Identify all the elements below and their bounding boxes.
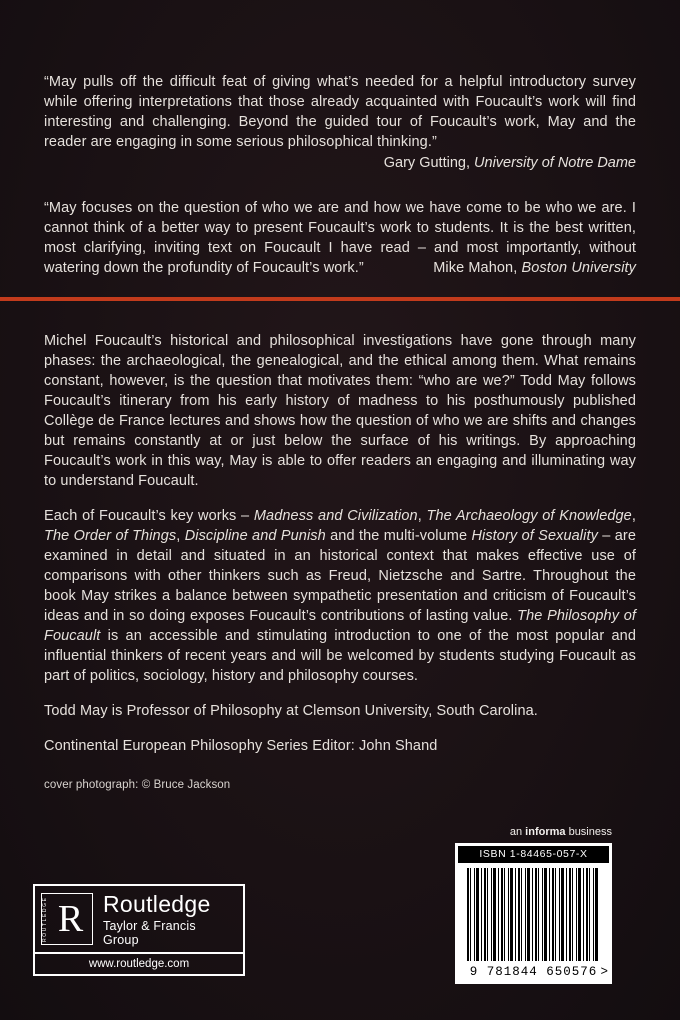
- publisher-logo-block: [33, 884, 245, 976]
- isbn-number-strip: ISBN 1-84465-057-X: [458, 846, 609, 863]
- review-quotes-section: [44, 72, 636, 302]
- description-paragraph-2: Each of Foucault’s key works – Madness and Civilization, The Archaeology of Knowledge, The Order of Things, Discipline and Punish and the multi-volume History of Sexuality – are examined in detail and situated in an historical context that makes effective use of comparisons with other thinkers such as Freud, Nietzsche and Sartre. Throughout the book May strikes a balance between sympathetic presentation and criticism of Foucault’s ideas and in so doing exposes Foucault’s contributions of lasting value. The Philosophy of Foucault is an accessible and stimulating introduction to one of the most popular and influential thinkers of recent years and will be welcomed by students studying Foucault as part of politics, sociology, history and philosophy courses.: [44, 508, 636, 684]
- routledge-vertical-wordmark: ROUTLEDGE: [42, 896, 48, 942]
- quote-2-attribution: Mike Mahon, Boston University: [433, 260, 636, 276]
- publisher-logo-row: [35, 886, 243, 952]
- routledge-logo-icon: [41, 893, 93, 945]
- quote-1-attribution: Gary Gutting, University of Notre Dame: [383, 155, 636, 171]
- review-quote-2: [44, 198, 636, 278]
- description-paragraph-1: Michel Foucault’s historical and philosophical investigations have gone through many phases: the archaeological, the genealogical, and the ethical among them. What remains constant, however, is the question that motivates them: “who are we?” Todd May follows Foucault’s itinerary from his early history of madness to his posthumously published Collège de France lectures and shows how the question of who we are shifts and changes but remains constantly at or just below the surface of his writings. By approaching Foucault’s work in this way, May is able to offer readers an engaging and illuminating way to understand Foucault.: [44, 333, 636, 489]
- review-quote-1: [44, 72, 636, 174]
- photo-credit: cover photograph: © Bruce Jackson: [44, 779, 231, 791]
- isbn-barcode: [455, 843, 612, 984]
- quote-2-text: [44, 198, 636, 278]
- quote-2-body: “May focuses on the question of who we are and how we have come to be who we are. I cannot think of a better way to present Foucault’s work to students. It is the best written, most clarifying, inviting text on Foucault I have read – and most importantly, without watering down the profundity of Foucault’s work.”: [44, 200, 636, 276]
- series-editor-line: Continental European Philosophy Series Editor: John Shand: [44, 738, 438, 754]
- routledge-r-monogram: R: [57, 898, 84, 940]
- barcode-digits: [458, 964, 609, 981]
- barcode-chevron: >: [600, 965, 608, 979]
- quote-1-text: “May pulls off the difficult feat of giving what’s needed for a helpful introductory survey while offering interpretations that those already acquainted with Foucault’s work will find interesting and challenging. Beyond the guided tour of Foucault’s work, May and the reader are engaging in some serious philosophical thinking.”: [44, 74, 636, 150]
- publisher-group: Taylor & Francis Group: [103, 919, 196, 947]
- barcode-ean-digits: 9 781844 650576: [469, 965, 598, 979]
- informa-business-label: an informa business: [509, 826, 612, 838]
- publisher-names: [103, 891, 235, 947]
- author-bio-line: Todd May is Professor of Philosophy at Clemson University, South Carolina.: [44, 703, 538, 719]
- divider-rule: [0, 297, 680, 301]
- publisher-name: Routledge: [103, 891, 211, 917]
- publisher-website: www.routledge.com: [35, 952, 243, 974]
- barcode-bars: [467, 868, 600, 961]
- book-description-section: [44, 331, 636, 793]
